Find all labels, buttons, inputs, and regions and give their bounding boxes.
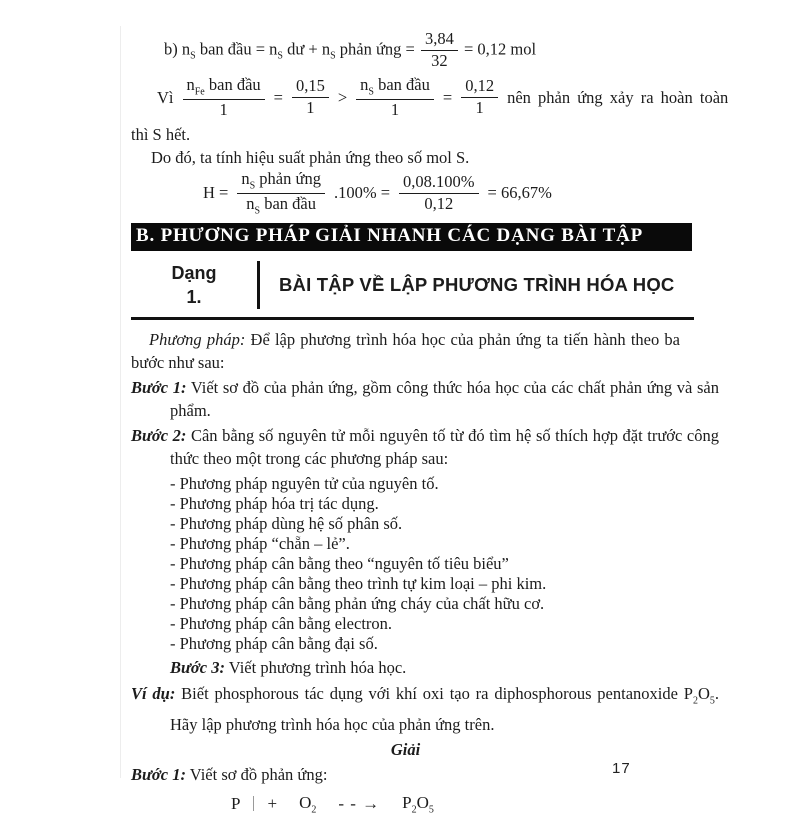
list-item: - Phương pháp cân bằng theo trình tự kim loại – phi kim. xyxy=(170,574,547,594)
solution-line-efficiency xyxy=(203,170,697,217)
dashed-arrow: - - → xyxy=(338,793,381,813)
topic-label: Dạng xyxy=(171,263,217,284)
product-p2o5: $P_2O_5$ xyxy=(402,792,434,815)
page-number: 17 xyxy=(612,760,631,777)
list-item: - Phương pháp cân bằng electron. xyxy=(170,614,393,634)
math-text: nên phản ứng xảy ra hoàn toàn xyxy=(507,87,729,107)
method-intro-paragraph: Phương pháp: Để lập phương trình hóa học của phản ứng ta tiến hành theo ba bước như sau: xyxy=(131,330,681,373)
solution-line-initial-mol xyxy=(164,30,697,71)
topic-number-cell xyxy=(131,261,257,309)
fraction-denominator: $n_S$ ban đầu xyxy=(246,193,317,216)
fraction-denominator: 1 xyxy=(390,99,400,119)
math-fraction xyxy=(183,76,265,120)
plus-sign: + xyxy=(267,793,278,813)
fraction-denominator: 32 xyxy=(431,50,448,70)
math-fraction xyxy=(399,173,479,214)
math-text: dư + n xyxy=(282,39,331,59)
subscript: 2 xyxy=(311,803,317,815)
solution-step-1: Bước 1: Viết sơ đồ phản ứng: xyxy=(131,764,328,784)
step-label: Bước 1: xyxy=(131,378,187,398)
solution-heading: Giải xyxy=(390,739,421,759)
solution-line-continuation: thì S hết. xyxy=(131,124,191,144)
method-list xyxy=(131,474,697,654)
math-fraction xyxy=(292,77,329,118)
subscript: 2 xyxy=(411,803,417,815)
topic-number: 1. xyxy=(186,287,202,308)
fraction-denominator: 0,12 xyxy=(424,193,454,213)
step-label: Bước 2: xyxy=(131,426,187,446)
example-label: Ví dụ: xyxy=(131,684,176,704)
chemical-formula-p2o5: $P_2O_5$ xyxy=(683,684,715,707)
subscript: S xyxy=(190,50,196,62)
fraction-denominator: 1 xyxy=(475,98,484,118)
fraction-numerator: 0,15 xyxy=(292,77,329,98)
topic-heading-box xyxy=(131,256,694,320)
subscript: S xyxy=(254,204,261,216)
step-1-paragraph: Bước 1: Viết sơ đồ của phản ứng, gồm công thức hóa học của các chất phản ứng và sản phẩm. xyxy=(131,378,719,421)
method-intro-label: Phương pháp: xyxy=(149,330,246,350)
fraction-denominator: 1 xyxy=(219,99,228,119)
step-2-paragraph: Bước 2: Cân bằng số nguyên tử mỗi nguyên tố từ đó tìm hệ số thích hợp đặt trước công thức theo một trong các phương pháp sau: xyxy=(131,426,719,469)
fraction-numerator: $n_S$ ban đầu xyxy=(356,76,434,100)
fraction-numerator: 3,84 xyxy=(421,30,458,51)
subscript: 5 xyxy=(428,803,434,815)
subscript: 2 xyxy=(692,695,698,707)
equals-sign: = xyxy=(273,87,283,107)
math-text: phản ứng = xyxy=(335,39,419,59)
reaction-scheme xyxy=(231,793,697,815)
step-label: Bước 1: xyxy=(131,764,186,784)
math-text: = 0,12 mol xyxy=(459,39,537,59)
list-item: - Phương pháp cân bằng đại số. xyxy=(170,634,378,654)
list-item: - Phương pháp dùng hệ số phân số. xyxy=(170,514,403,534)
scan-artifact-line xyxy=(253,796,254,811)
solution-line-conclusion: Do đó, ta tính hiệu suất phản ứng theo số mol S. xyxy=(151,147,470,167)
list-item: - Phương pháp hóa trị tác dụng. xyxy=(170,494,379,514)
subscript: S xyxy=(330,50,336,62)
example-paragraph: Ví dụ: Biết phosphorous tác dụng với khí oxi tạo ra diphosphorous pentanoxide $P_2O_5$. Hãy lập phương trình hóa học của phản ứng trên. xyxy=(131,684,720,734)
topic-title: BÀI TẬP VỀ LẬP PHƯƠNG TRÌNH HÓA HỌC xyxy=(279,274,675,296)
step-3-paragraph: Bước 3: Viết phương trình hóa học. xyxy=(170,658,407,678)
subscript: S xyxy=(277,50,283,62)
page-edge-shadow xyxy=(120,26,121,778)
list-item: - Phương pháp cân bằng theo “nguyên tố tiêu biểu” xyxy=(170,554,509,574)
math-text: .100% = xyxy=(333,183,391,202)
section-header-bar xyxy=(131,223,692,251)
solution-line-comparison xyxy=(157,74,729,120)
list-item: - Phương pháp “chẵn – lẻ”. xyxy=(170,534,350,554)
math-text: = 66,67% xyxy=(487,183,552,202)
math-text: ban đầu = n xyxy=(195,39,278,59)
math-text: b) n xyxy=(164,39,191,59)
fraction-numerator: 0,08.100% xyxy=(399,173,479,194)
fraction-denominator: 1 xyxy=(306,98,315,118)
list-item: - Phương pháp cân bằng phản ứng cháy của chất hữu cơ. xyxy=(170,594,545,614)
subscript: Fe xyxy=(194,86,205,98)
math-fraction xyxy=(356,76,434,120)
math-fraction xyxy=(237,170,325,217)
subscript: S xyxy=(249,180,256,191)
math-fraction xyxy=(421,30,458,71)
math-fraction xyxy=(461,77,498,118)
equals-sign: = xyxy=(442,87,453,107)
math-text: Vì xyxy=(157,87,174,107)
reactant-p: P xyxy=(231,793,241,813)
fraction-numerator: 0,12 xyxy=(461,77,498,98)
step-label: Bước 3: xyxy=(170,658,225,678)
math-text: H = xyxy=(203,183,229,202)
fraction-numerator: $n_{Fe}$ ban đầu xyxy=(183,76,265,100)
list-item: - Phương pháp nguyên tử của nguyên tố. xyxy=(170,474,439,494)
subscript: S xyxy=(368,86,374,98)
section-title: B. PHƯƠNG PHÁP GIẢI NHANH CÁC DẠNG BÀI TẬP xyxy=(136,225,644,247)
subscript: 5 xyxy=(709,695,715,707)
greater-than-sign: > xyxy=(337,87,348,107)
fraction-numerator: $n_S$ phản ứng xyxy=(237,170,325,194)
page-content xyxy=(131,29,729,815)
reactant-o2: $O_2$ xyxy=(299,792,317,815)
